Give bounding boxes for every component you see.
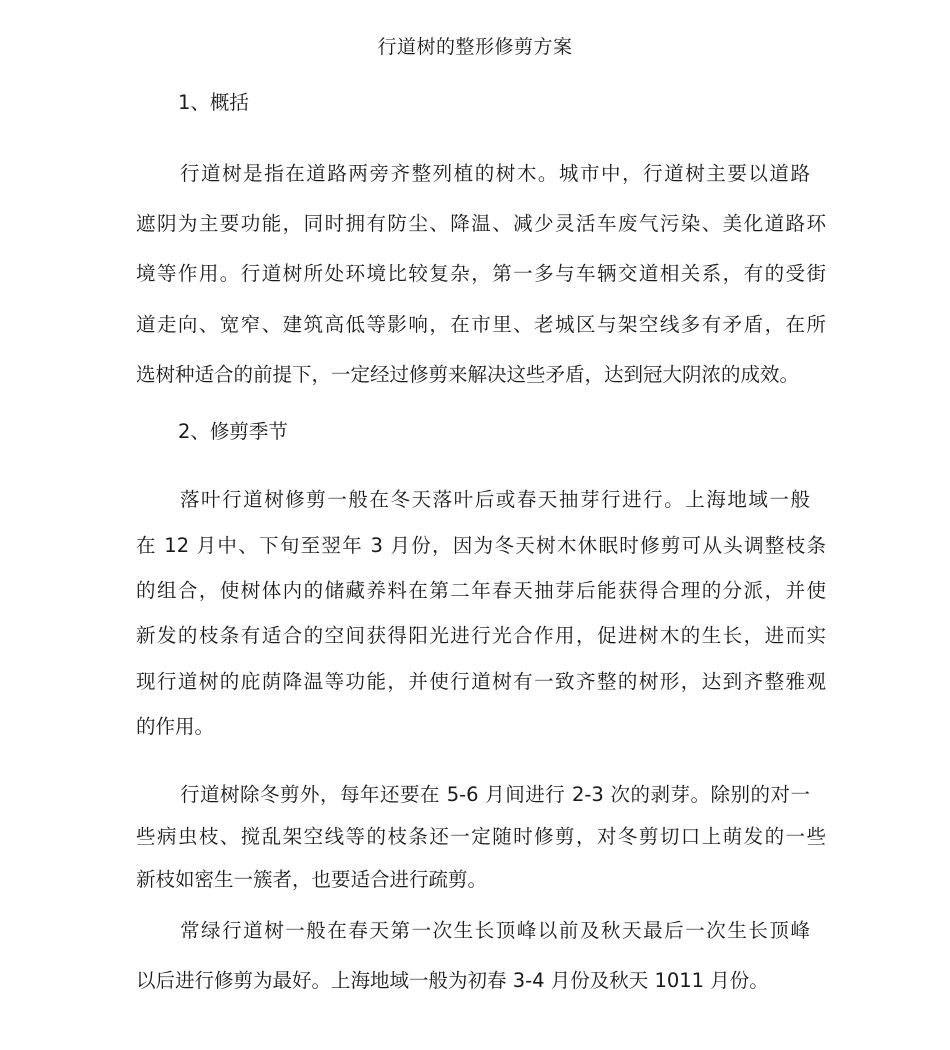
paragraph-line: 新发的枝条有适合的空间获得阳光进行光合作用，促进树木的生长，进而实 xyxy=(136,624,826,647)
paragraph-line: 在 12 月中、下旬至翌年 3 月份，因为冬天树木休眠时修剪可从头调整枝条 xyxy=(136,534,826,557)
section-heading-pruning-season: 2、修剪季节 xyxy=(178,420,288,443)
paragraph-line: 落叶行道树修剪一般在冬天落叶后或春天抽芽行进行。上海地域一般 xyxy=(180,488,810,511)
section-heading-overview: 1、概括 xyxy=(178,91,249,114)
paragraph-line: 道走向、宽窄、建筑高低等影响，在市里、老城区与架空线多有矛盾，在所 xyxy=(136,313,826,336)
paragraph-line: 些病虫枝、搅乱架空线等的枝条还一定随时修剪，对冬剪切口上萌发的一些 xyxy=(136,825,826,848)
paragraph-line: 境等作用。行道树所处环境比较复杂，第一多与车辆交道相关系，有的受街 xyxy=(136,262,826,285)
paragraph-line: 的组合，使树体内的储藏养料在第二年春天抽芽后能获得合理的分派，并使 xyxy=(136,579,826,602)
paragraph-line: 遮阴为主要功能，同时拥有防尘、降温、减少灵活车废气污染、美化道路环 xyxy=(136,212,826,235)
paragraph-line: 的作用。 xyxy=(136,715,215,738)
paragraph-line: 常绿行道树一般在春天第一次生长顶峰以前及秋天最后一次生长顶峰 xyxy=(180,919,810,942)
paragraph-line: 现行道树的庇荫降温等功能，并使行道树有一致齐整的树形，达到齐整雅观 xyxy=(136,670,826,693)
paragraph-line: 选树种适合的前提下，一定经过修剪来解决这些矛盾，达到冠大阴浓的成效。 xyxy=(136,363,800,386)
document-title: 行道树的整形修剪方案 xyxy=(377,36,573,58)
paragraph-line: 新枝如密生一簇者，也要适合进行疏剪。 xyxy=(136,868,488,891)
paragraph-line: 行道树是指在道路两旁齐整列植的树木。城市中，行道树主要以道路 xyxy=(180,162,810,185)
paragraph-line: 行道树除冬剪外，每年还要在 5-6 月间进行 2-3 次的剥芽。除别的对一 xyxy=(180,783,810,806)
paragraph-line: 以后进行修剪为最好。上海地域一般为初春 3-4 月份及秋天 1011 月份。 xyxy=(136,969,769,992)
